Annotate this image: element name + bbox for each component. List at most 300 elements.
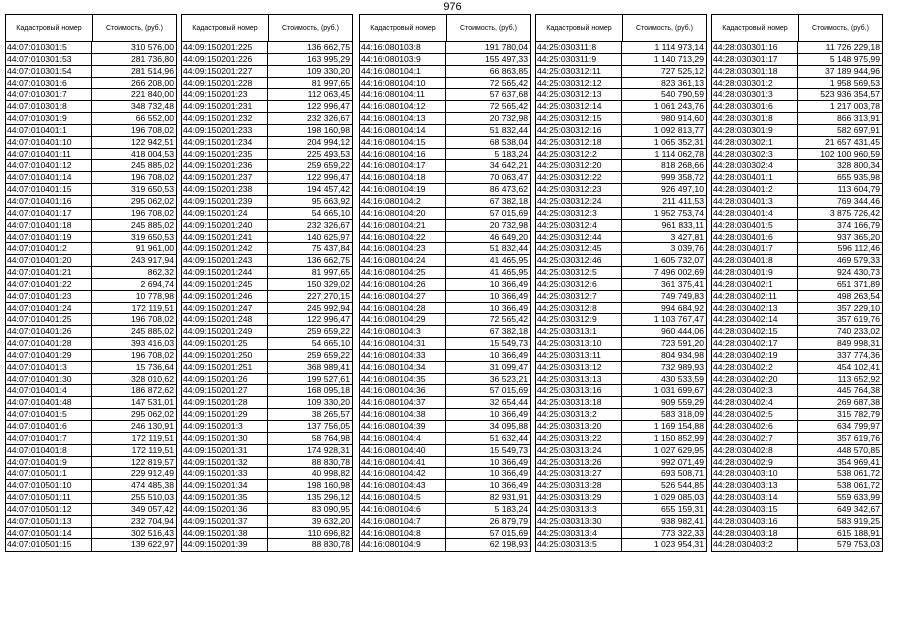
cadastral-number-cell: 44:09:150201:238: [182, 184, 268, 195]
table-row: [360, 172, 530, 184]
cost-cell: 11 726 229,18: [825, 42, 880, 52]
cadastral-number-cell: 44:25:030313:26: [536, 457, 622, 468]
cadastral-number-cell: 44:25:030313:24: [536, 445, 622, 456]
cadastral-number-cell: 44:07:010401:24: [6, 303, 92, 314]
cadastral-number-cell: 44:16:080104:41: [360, 457, 446, 468]
cadastral-number-cell: 44:09:150201:249: [182, 326, 268, 337]
cost-cell: 1 217 003,78: [829, 101, 880, 112]
table-row: [360, 539, 530, 551]
cost-cell: 199 527,61: [306, 373, 350, 384]
cost-cell: 172 119,51: [131, 302, 174, 313]
cadastral-table-4: [535, 14, 707, 552]
cost-cell: 172 119,51: [131, 444, 174, 455]
table-row: [360, 101, 530, 113]
table-row: [182, 397, 352, 409]
table-row: [536, 409, 706, 421]
table-row: [712, 539, 882, 551]
table-row: [712, 338, 882, 350]
cost-cell: 1 114 062,78: [654, 148, 704, 159]
cadastral-number-cell: 44:09:150201:24: [182, 208, 268, 219]
table-row: [536, 172, 706, 184]
cadastral-number-cell: 44:09:150201:247: [182, 303, 268, 314]
cadastral-number-cell: 44:16:080104:27: [360, 291, 446, 302]
table-row: [360, 504, 530, 516]
cost-cell: 191 780,04: [484, 42, 528, 52]
table-row: [6, 314, 176, 326]
table-row: [536, 303, 706, 315]
table-row: [360, 516, 530, 528]
cost-cell: 81 997,65: [311, 77, 350, 88]
table-row: [536, 314, 706, 326]
cadastral-number-cell: 44:28:030402:4: [712, 397, 798, 408]
cadastral-number-cell: 44:28:030301:9: [712, 125, 798, 136]
cost-cell: 3 039,76: [670, 243, 704, 254]
cadastral-number-cell: 44:25:030313:22: [536, 433, 622, 444]
cadastral-number-cell: 44:25:030312:7: [536, 291, 622, 302]
table-row: [6, 42, 176, 54]
table-row: [536, 326, 706, 338]
cadastral-number-cell: 44:25:030312:14: [536, 101, 622, 112]
cadastral-number-cell: 44:07:010401:12: [6, 160, 92, 171]
table-row: [712, 326, 882, 338]
cost-cell: 109 330,20: [306, 397, 350, 408]
table-row: [536, 137, 706, 149]
cadastral-number-cell: 44:25:030312:20: [536, 160, 622, 171]
table-row: [712, 78, 882, 90]
cadastral-number-cell: 44:25:030312:12: [536, 78, 622, 89]
cost-cell: 10 778,98: [135, 290, 174, 301]
cost-cell: 862,32: [147, 267, 174, 278]
table-row: [712, 184, 882, 196]
cadastral-number-cell: 44:07:010501:13: [6, 516, 92, 527]
cost-cell: 357 619,76: [836, 314, 880, 325]
table-row: [360, 397, 530, 409]
table-row: [536, 243, 706, 255]
cadastral-number-cell: 44:28:030403:18: [712, 528, 798, 539]
cost-cell: 155 497,33: [484, 53, 528, 64]
cost-cell: 15 549,73: [489, 338, 528, 349]
table-row: [6, 208, 176, 220]
cadastral-number-cell: 44:07:010301:53: [6, 54, 92, 65]
cadastral-number-cell: 44:25:030312:11: [536, 66, 622, 77]
cost-cell: 448 570,85: [836, 444, 880, 455]
cadastral-number-cell: 44:25:030313:12: [536, 362, 622, 373]
cost-cell: 354 969,41: [836, 456, 880, 467]
cadastral-number-cell: 44:16:080104:17: [360, 160, 446, 171]
cost-cell: 232 704,94: [130, 515, 174, 526]
cadastral-number-cell: 44:16:080104:7: [360, 516, 446, 527]
cadastral-number-cell: 44:16:080104:35: [360, 374, 446, 385]
header-cadastral-number: Кадастровый номер: [360, 15, 447, 41]
cadastral-number-cell: 44:16:080104:14: [360, 125, 446, 136]
cost-cell: 357 619,76: [836, 432, 880, 443]
cadastral-number-cell: 44:16:080104:18: [360, 172, 446, 183]
cadastral-number-cell: 44:28:030401:1: [712, 172, 798, 183]
cadastral-number-cell: 44:09:150201:226: [182, 54, 268, 65]
cost-cell: 67 382,18: [489, 195, 528, 206]
cost-cell: 1 958 569,53: [829, 77, 880, 88]
cadastral-number-cell: 44:16:080104:4: [360, 433, 446, 444]
table-row: [182, 445, 352, 457]
table-row: [182, 78, 352, 90]
cost-cell: 95 663,92: [311, 195, 350, 206]
cost-cell: 937 365,20: [836, 231, 880, 242]
cost-cell: 1 027 629,95: [653, 444, 704, 455]
table-row: [6, 184, 176, 196]
cadastral-number-cell: 44:28:030402:20: [712, 374, 798, 385]
cost-cell: 194 457,42: [306, 184, 350, 195]
cost-cell: 310 576,00: [130, 42, 174, 52]
cost-cell: 582 697,91: [836, 124, 880, 135]
cost-cell: 266 208,00: [130, 77, 174, 88]
table-row: [182, 492, 352, 504]
table-row: [182, 160, 352, 172]
cost-cell: 3 875 726,42: [829, 207, 880, 218]
table-row: [360, 492, 530, 504]
table-row: [712, 362, 882, 374]
cost-cell: 559 633,99: [836, 492, 880, 503]
table-header: [6, 15, 176, 42]
table-row: [712, 504, 882, 516]
table-row: [6, 196, 176, 208]
table-row: [182, 184, 352, 196]
cost-cell: 46 649,20: [489, 231, 528, 242]
cadastral-number-cell: 44:28:030301:6: [712, 101, 798, 112]
header-cadastral-number: Кадастровый номер: [182, 15, 269, 41]
cadastral-number-cell: 44:07:010401:25: [6, 314, 92, 325]
table-row: [360, 42, 530, 54]
cadastral-number-cell: 44:28:030401:5: [712, 220, 798, 231]
cost-cell: 328 010,62: [130, 373, 174, 384]
table-row: [6, 445, 176, 457]
table-row: [182, 516, 352, 528]
cadastral-number-cell: 44:25:030313:20: [536, 421, 622, 432]
header-cost: Стоимость, (руб.): [812, 24, 869, 32]
cost-cell: 245 885,02: [130, 326, 174, 337]
cadastral-number-cell: 44:28:030402:1: [712, 279, 798, 290]
cadastral-number-cell: 44:07:010401:21: [6, 267, 92, 278]
cost-cell: 259 659,22: [306, 349, 350, 360]
table-row: [182, 480, 352, 492]
table-row: [360, 137, 530, 149]
cost-cell: 20 732,98: [489, 219, 528, 230]
cadastral-number-cell: 44:16:080104:29: [360, 314, 446, 325]
cost-cell: 849 998,31: [836, 338, 880, 349]
header-cost: Стоимость, (руб.): [460, 24, 517, 32]
table-row: [360, 66, 530, 78]
cost-cell: 163 995,29: [306, 53, 350, 64]
cost-cell: 37 189 944,96: [825, 65, 880, 76]
cost-cell: 232 326,67: [306, 219, 350, 230]
table-row: [6, 516, 176, 528]
cost-cell: 10 366,49: [489, 468, 528, 479]
table-row: [182, 362, 352, 374]
cadastral-number-cell: 44:16:080104:10: [360, 78, 446, 89]
cost-cell: 91 961,00: [135, 243, 174, 254]
table-row: [6, 137, 176, 149]
table-row: [536, 267, 706, 279]
cadastral-table-5: [711, 14, 883, 552]
cost-cell: 1 031 699,67: [653, 385, 704, 396]
cost-cell: 740 233,02: [836, 326, 880, 337]
table-row: [536, 220, 706, 232]
table-row: [712, 137, 882, 149]
cadastral-number-cell: 44:25:030313:4: [536, 528, 622, 539]
table-row: [712, 397, 882, 409]
table-row: [6, 350, 176, 362]
cost-cell: 245 992,94: [306, 302, 350, 313]
cadastral-number-cell: 44:28:030402:9: [712, 457, 798, 468]
cost-cell: 88 830,78: [311, 539, 350, 550]
cadastral-number-cell: 44:07:010401:8: [6, 445, 92, 456]
cadastral-number-cell: 44:25:030312:44: [536, 232, 622, 243]
cost-cell: 615 188,91: [836, 527, 880, 538]
table-row: [536, 350, 706, 362]
table-row: [182, 385, 352, 397]
cadastral-number-cell: 44:16:080104:39: [360, 421, 446, 432]
cadastral-number-cell: 44:28:030301:8: [712, 113, 798, 124]
table-row: [712, 433, 882, 445]
table-row: [712, 528, 882, 540]
table-row: [6, 303, 176, 315]
table-row: [360, 208, 530, 220]
cost-cell: 34 095,88: [489, 421, 528, 431]
table-row: [712, 445, 882, 457]
cadastral-number-cell: 44:07:010401:22: [6, 279, 92, 290]
table-row: [536, 433, 706, 445]
cost-cell: 5 183,24: [494, 148, 528, 159]
cadastral-table-1: [5, 14, 177, 552]
table-row: [6, 113, 176, 125]
table-row: [182, 468, 352, 480]
cost-cell: 83 090,95: [311, 503, 350, 514]
table-row: [182, 338, 352, 350]
cost-cell: 122 996,47: [306, 172, 350, 183]
cadastral-number-cell: 44:25:030312:22: [536, 172, 622, 183]
cost-cell: 295 062,02: [130, 195, 174, 206]
table-row: [182, 457, 352, 469]
table-row: [6, 291, 176, 303]
cadastral-number-cell: 44:28:030402:19: [712, 350, 798, 361]
table-row: [536, 113, 706, 125]
cost-cell: 328 800,34: [836, 160, 880, 171]
table-row: [182, 66, 352, 78]
cadastral-number-cell: 44:07:010401:4: [6, 385, 92, 396]
cost-cell: 1 065 352,31: [653, 136, 704, 147]
cadastral-number-cell: 44:28:030401:6: [712, 232, 798, 243]
cost-cell: 1 023 954,31: [653, 539, 704, 550]
cost-cell: 259 659,22: [306, 326, 350, 337]
cost-cell: 113 652,92: [837, 373, 880, 384]
cost-cell: 655 935,98: [836, 172, 880, 183]
cadastral-number-cell: 44:07:010301:9: [6, 113, 92, 124]
table-row: [360, 374, 530, 386]
cadastral-number-cell: 44:07:010501:10: [6, 480, 92, 491]
cadastral-number-cell: 44:07:010401:16: [6, 196, 92, 207]
page-number: 976: [443, 1, 462, 13]
cost-cell: 430 533,59: [660, 373, 704, 384]
cost-cell: 361 375,41: [660, 278, 704, 289]
cadastral-number-cell: 44:09:150201:39: [182, 539, 268, 551]
cost-cell: 110 696,82: [307, 527, 350, 538]
table-row: [360, 160, 530, 172]
cadastral-number-cell: 44:25:030312:4: [536, 220, 622, 231]
cadastral-number-cell: 44:25:030313:13: [536, 374, 622, 385]
cost-cell: 232 326,67: [306, 113, 350, 124]
table-row: [182, 539, 352, 551]
cadastral-number-cell: 44:09:150201:243: [182, 255, 268, 266]
cadastral-number-cell: 44:28:030402:8: [712, 445, 798, 456]
cost-cell: 10 366,49: [489, 409, 528, 420]
cost-cell: 295 062,02: [130, 409, 174, 420]
table-row: [6, 492, 176, 504]
cost-cell: 454 102,41: [836, 361, 880, 372]
cost-cell: 57 015,69: [489, 207, 528, 218]
cadastral-number-cell: 44:16:080104:9: [360, 539, 446, 551]
table-row: [712, 196, 882, 208]
cadastral-number-cell: 44:16:080104:31: [360, 338, 446, 349]
cadastral-number-cell: 44:28:030401:2: [712, 184, 798, 195]
cadastral-number-cell: 44:25:030313:18: [536, 397, 622, 408]
cadastral-number-cell: 44:28:030401:7: [712, 243, 798, 254]
table-row: [536, 480, 706, 492]
cadastral-number-cell: 44:09:150201:35: [182, 492, 268, 503]
cost-cell: 980 914,60: [660, 113, 704, 124]
header-cost: Стоимость, (руб.): [636, 24, 693, 32]
cadastral-number-cell: 44:07:010401:10: [6, 137, 92, 148]
table-header: [182, 15, 352, 42]
table-row: [712, 243, 882, 255]
cost-cell: 136 662,75: [306, 42, 350, 52]
table-row: [6, 504, 176, 516]
cost-cell: 393 416,03: [130, 338, 174, 349]
cost-cell: 474 485,38: [130, 480, 174, 491]
cadastral-number-cell: 44:07:010401:28: [6, 338, 92, 349]
cadastral-number-cell: 44:25:030313:11: [536, 350, 622, 361]
table-row: [360, 267, 530, 279]
table-row: [6, 279, 176, 291]
cost-cell: 137 756,05: [306, 421, 350, 431]
cadastral-number-cell: 44:16:080104:8: [360, 528, 446, 539]
table-row: [182, 232, 352, 244]
cadastral-number-cell: 44:28:030402:6: [712, 421, 798, 432]
cost-cell: 579 753,03: [836, 539, 880, 550]
cost-cell: 122 942,51: [130, 136, 174, 147]
cost-cell: 960 444,06: [660, 326, 704, 337]
cadastral-number-cell: 44:09:150201:3: [182, 421, 268, 432]
cadastral-number-cell: 44:09:150201:25: [182, 338, 268, 349]
table-row: [712, 468, 882, 480]
table-row: [360, 196, 530, 208]
cost-cell: 1 952 753,74: [653, 207, 704, 218]
cadastral-number-cell: 44:09:150201:233: [182, 125, 268, 136]
table-row: [536, 445, 706, 457]
table-row: [182, 208, 352, 220]
table-row: [6, 66, 176, 78]
table-row: [536, 279, 706, 291]
cost-cell: 649 342,67: [836, 503, 880, 514]
table-row: [536, 89, 706, 101]
cost-cell: 374 166,79: [836, 219, 880, 230]
cost-cell: 315 782,79: [836, 409, 880, 420]
cadastral-number-cell: 44:07:010401:17: [6, 208, 92, 219]
table-row: [6, 243, 176, 255]
cost-cell: 102 100 960,59: [820, 148, 880, 159]
cost-cell: 81 997,65: [311, 267, 350, 278]
table-row: [536, 504, 706, 516]
table-row: [536, 184, 706, 196]
cost-cell: 1 605 732,07: [653, 255, 704, 266]
cadastral-number-cell: 44:09:150201:245: [182, 279, 268, 290]
cost-cell: 281 514,96: [130, 65, 174, 76]
table-row: [712, 89, 882, 101]
table-row: [6, 326, 176, 338]
table-row: [536, 539, 706, 551]
table-row: [712, 255, 882, 267]
table-row: [536, 232, 706, 244]
table-row: [360, 468, 530, 480]
table-row: [536, 125, 706, 137]
cost-cell: 51 832,44: [489, 243, 528, 254]
cadastral-number-cell: 44:09:150201:240: [182, 220, 268, 231]
table-row: [182, 433, 352, 445]
table-row: [6, 160, 176, 172]
table-row: [6, 421, 176, 433]
cadastral-number-cell: 44:16:080104:42: [360, 468, 446, 479]
cadastral-number-cell: 44:09:150201:28: [182, 397, 268, 408]
cost-cell: 186 872,62: [130, 385, 174, 396]
cost-cell: 225 493,53: [306, 148, 350, 159]
cadastral-number-cell: 44:07:010401:6: [6, 421, 92, 432]
cadastral-number-cell: 44:09:150201:237: [182, 172, 268, 183]
cadastral-number-cell: 44:07:010301:5: [6, 42, 92, 53]
table-row: [182, 125, 352, 137]
cadastral-number-cell: 44:07:010301:8: [6, 101, 92, 112]
cadastral-number-cell: 44:16:080104:20: [360, 208, 446, 219]
cadastral-number-cell: 44:28:030302:1: [712, 137, 798, 148]
cost-cell: 112 063,45: [307, 89, 350, 100]
cadastral-number-cell: 44:28:030301:3: [712, 89, 798, 100]
cadastral-number-cell: 44:25:030312:9: [536, 314, 622, 325]
table-row: [6, 409, 176, 421]
cost-cell: 540 790,59: [660, 89, 704, 100]
cost-cell: 204 994,12: [306, 136, 350, 147]
table-row: [6, 338, 176, 350]
table-row: [712, 492, 882, 504]
table-row: [360, 326, 530, 338]
table-row: [6, 101, 176, 113]
cost-cell: 10 366,49: [489, 278, 528, 289]
cadastral-number-cell: 44:25:030312:3: [536, 208, 622, 219]
cost-cell: 246 130,91: [130, 421, 174, 431]
cadastral-number-cell: 44:28:030403:14: [712, 492, 798, 503]
cadastral-number-cell: 44:16:080104:22: [360, 232, 446, 243]
table-row: [712, 113, 882, 125]
cost-cell: 67 382,18: [489, 326, 528, 337]
cadastral-number-cell: 44:09:150201:32: [182, 457, 268, 468]
cadastral-number-cell: 44:09:150201:228: [182, 78, 268, 89]
cost-cell: 122 996,47: [306, 314, 350, 325]
cost-cell: 596 112,46: [837, 243, 880, 254]
table-row: [360, 125, 530, 137]
cost-cell: 348 732,48: [130, 101, 174, 112]
table-header: [712, 15, 882, 42]
cost-cell: 1 103 767,47: [653, 314, 704, 325]
cost-cell: 196 708,02: [130, 207, 174, 218]
cost-cell: 88 830,78: [311, 456, 350, 467]
cost-cell: 196 708,02: [130, 124, 174, 135]
table-row: [536, 457, 706, 469]
